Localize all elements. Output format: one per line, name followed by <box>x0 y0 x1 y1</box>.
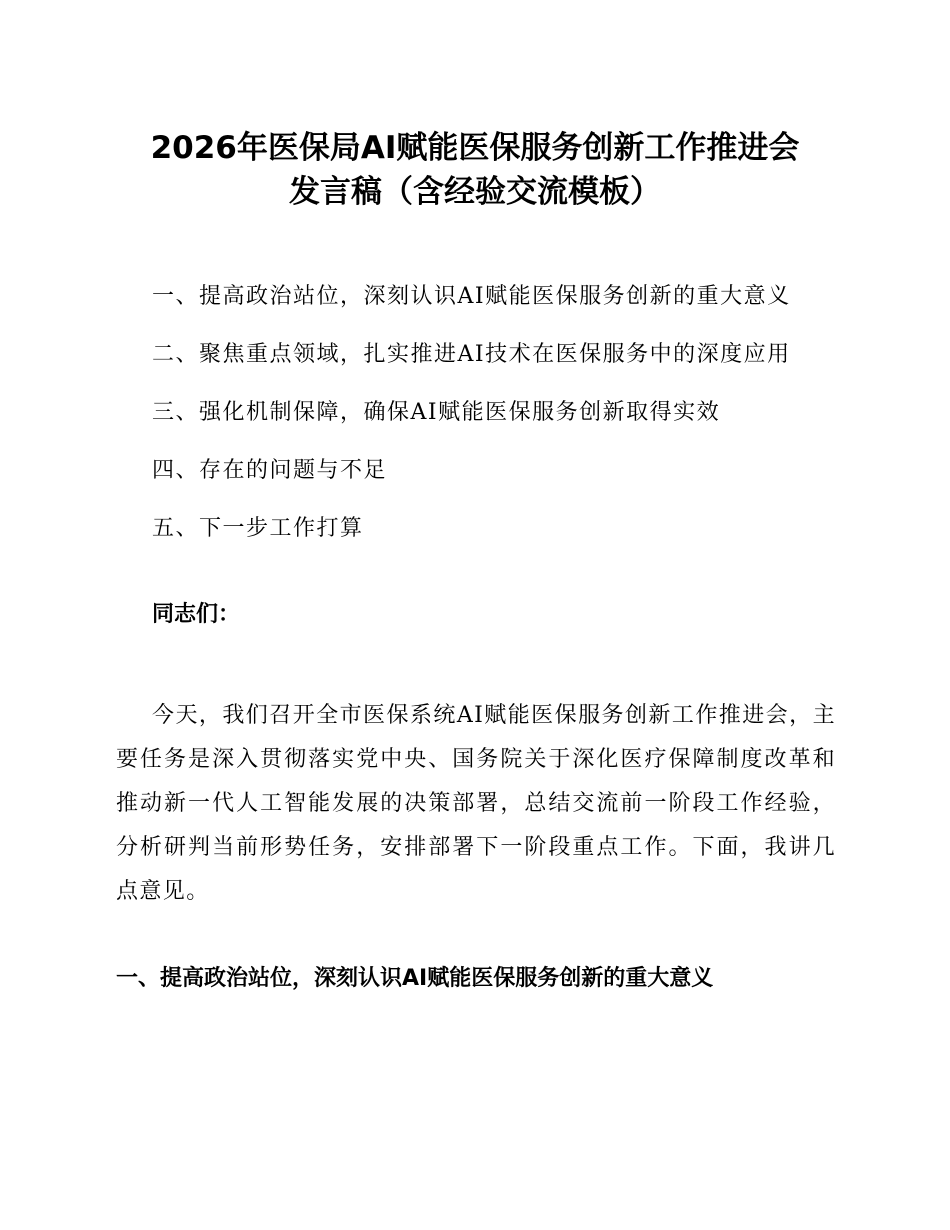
document-title-line-2: 发言稿（含经验交流模板） <box>289 174 661 210</box>
section-1-heading: 一、提高政治站位，深刻认识AI赋能医保服务创新的重大意义 <box>116 966 714 991</box>
opening-paragraph: 今天，我们召开全市医保系统AI赋能医保服务创新工作推进会，主要任务是深入贯彻落实党中央、国务院关于深化医疗保障制度改革和推动新一代人工智能发展的决策部署，总结交流前一阶段工作经验，分析研判当前形势任务，安排部署下一阶段重点工作。下面，我讲几点意见。 <box>116 703 836 904</box>
toc-item-4: 四、存在的问题与不足 <box>152 458 388 483</box>
toc-item-5: 五、下一步工作打算 <box>152 516 364 541</box>
toc-item-2: 二、聚焦重点领域，扎实推进AI技术在医保服务中的深度应用 <box>152 342 791 367</box>
table-of-contents <box>152 268 872 558</box>
document-title-line-1: 2026年医保局AI赋能医保服务创新工作推进会 <box>150 130 800 166</box>
toc-item-3: 三、强化机制保障，确保AI赋能医保服务创新取得实效 <box>152 400 721 425</box>
greeting: 同志们： <box>152 602 241 627</box>
toc-item-1: 一、提高政治站位，深刻认识AI赋能医保服务创新的重大意义 <box>152 284 791 309</box>
